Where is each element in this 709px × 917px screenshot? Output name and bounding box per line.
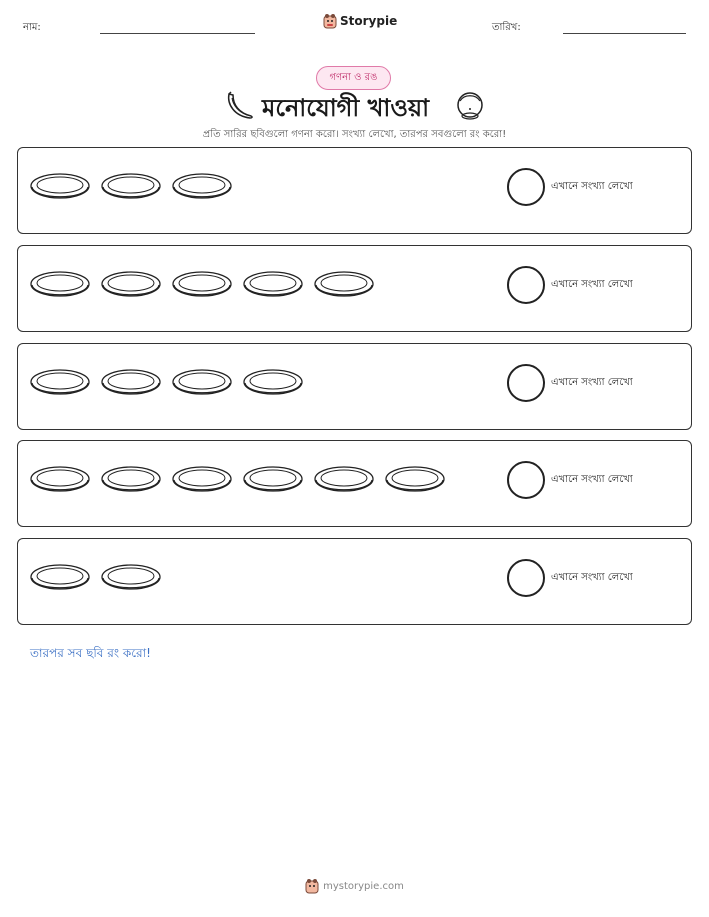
plate-icon: [314, 463, 374, 499]
date-field[interactable]: [563, 33, 686, 34]
plate-icon: [30, 170, 90, 206]
plate-icon: [30, 366, 90, 402]
date-label: তারিখ:: [492, 22, 521, 33]
plate-icon: [101, 366, 161, 402]
plate-icon: [101, 268, 161, 304]
answer-circle[interactable]: [507, 364, 545, 402]
plate-group: [30, 463, 445, 499]
plate-icon: [243, 268, 303, 304]
counting-row: [17, 538, 692, 625]
topic-pill: গণনা ও রঙ: [316, 66, 391, 90]
name-field[interactable]: [100, 33, 255, 34]
plate-icon: [101, 170, 161, 206]
answer-circle[interactable]: [507, 168, 545, 206]
answer-label: এখানে সংখ্যা লেখো: [551, 377, 633, 388]
plate-icon: [172, 268, 232, 304]
plate-group: [30, 268, 374, 304]
name-label: নাম:: [23, 22, 41, 33]
answer-label: এখানে সংখ্যা লেখো: [551, 572, 633, 583]
plate-icon: [243, 366, 303, 402]
answer-circle[interactable]: [507, 461, 545, 499]
answer-circle[interactable]: [507, 266, 545, 304]
answer-label: এখানে সংখ্যা লেখো: [551, 474, 633, 485]
plate-icon: [243, 463, 303, 499]
plate-group: [30, 366, 303, 402]
counting-row: [17, 245, 692, 332]
plate-icon: [30, 463, 90, 499]
instructions: প্রতি সারির ছবিগুলো গণনা করো। সংখ্যা লেখো, তারপর সবগুলো রং করো!: [202, 129, 507, 140]
title-row: [0, 88, 709, 124]
storypie-mascot-icon: [323, 13, 337, 29]
plate-icon: [385, 463, 445, 499]
answer-label: এখানে সংখ্যা লেখো: [551, 279, 633, 290]
answer-circle[interactable]: [507, 559, 545, 597]
plate-group: [30, 561, 161, 597]
counting-row: [17, 343, 692, 430]
plate-icon: [172, 463, 232, 499]
plate-group: [30, 170, 232, 206]
footer-note: তারপর সব ছবি রং করো!: [30, 646, 151, 660]
banana-icon: [224, 90, 256, 122]
plate-icon: [101, 463, 161, 499]
plate-icon: [30, 268, 90, 304]
plate-icon: [172, 170, 232, 206]
page-title: মনোযোগী খাওয়া: [262, 94, 430, 122]
brand-name: Storypie: [340, 14, 398, 28]
footer: [0, 878, 709, 894]
plate-icon: [101, 561, 161, 597]
brand-logo: [323, 13, 397, 29]
answer-label: এখানে সংখ্যা লেখো: [551, 181, 633, 192]
plate-icon: [314, 268, 374, 304]
counting-row: [17, 440, 692, 527]
counting-row: [17, 147, 692, 234]
bowl-icon: [454, 90, 486, 122]
website-link[interactable]: mystorypie.com: [323, 880, 404, 892]
plate-icon: [30, 561, 90, 597]
plate-icon: [172, 366, 232, 402]
storypie-mascot-icon: [305, 878, 319, 894]
